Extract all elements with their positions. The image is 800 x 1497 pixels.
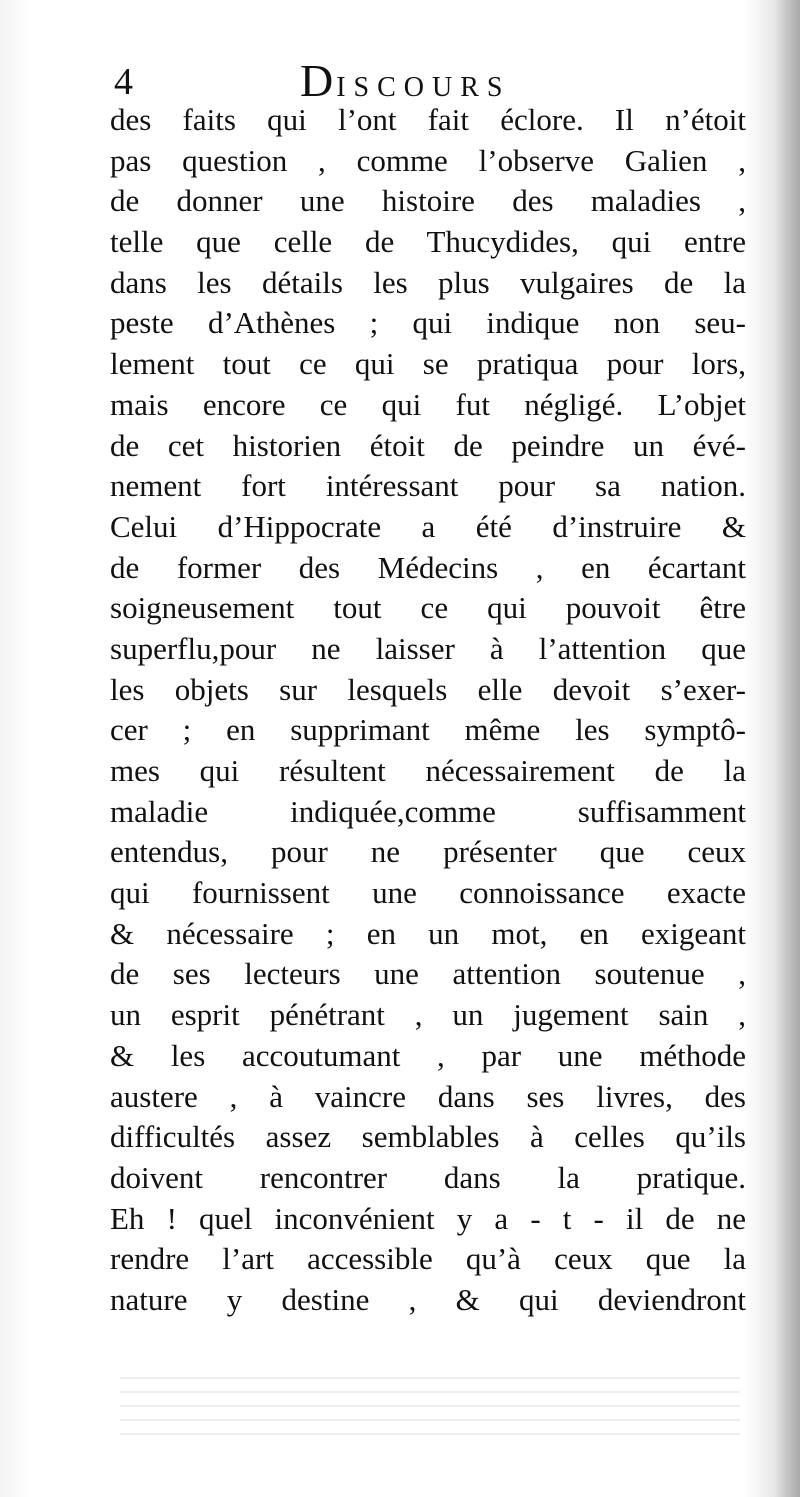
text-line: soigneusement tout ce qui pouvoit être [110, 590, 746, 626]
text-line: mais encore ce qui fut négligé. L’objet [110, 386, 746, 422]
text-line: mes qui résultent nécessairement de la [110, 753, 746, 788]
page-number: 4 [114, 61, 133, 103]
running-head-initial: D [300, 55, 337, 106]
page-edge-shadow [774, 0, 800, 1497]
page-header [114, 56, 754, 106]
text-line: les objets sur lesquels elle devoit s’exer- [110, 671, 746, 707]
text-line: dans les détails les plus vulgaires de la [110, 264, 746, 300]
text-line: Celui d’Hippocrate a été d’instruire & [110, 508, 746, 544]
text-line: cer ; en supprimant même les symptô- [110, 712, 746, 748]
bleed-through-shadow [120, 1365, 740, 1435]
text-line: & nécessaire ; en un mot, en exigeant [110, 915, 746, 951]
text-line: austere , à vaincre dans ses livres, des [110, 1078, 746, 1114]
text-line: & les accoutumant , par une méthode [110, 1037, 746, 1073]
text-line: de ses lecteurs une attention soutenue , [110, 956, 746, 992]
text-line: peste d’Athènes ; qui indique non seu- [110, 305, 746, 341]
text-line: lement tout ce qui se pratiqua pour lors, [110, 346, 746, 382]
running-head-rest: ISCOURS [336, 72, 511, 103]
text-line: difficultés assez semblables à celles qu’ils [110, 1119, 746, 1155]
text-line: qui fournissent une connoissance exacte [110, 875, 746, 911]
text-line: de cet historien étoit de peindre un évé- [110, 427, 746, 463]
text-line: de former des Médecins , en écartant [110, 549, 746, 585]
text-line: superflu,pour ne laisser à l’attention que [110, 630, 746, 666]
text-line: pas question , comme l’observe Galien , [110, 142, 746, 178]
text-line: nature y destine , & qui deviendront [110, 1281, 746, 1317]
text-line: telle que celle de Thucydides, qui entre [110, 224, 746, 260]
text-line: rendre l’art accessible qu’à ceux que la [110, 1241, 746, 1277]
text-line: des faits qui l’ont fait éclore. Il n’étoit [110, 102, 746, 137]
text-line: nement fort intéressant pour sa nation. [110, 468, 746, 504]
text-line: entendus, pour ne présenter que ceux [110, 834, 746, 870]
text-line: Eh ! quel inconvénient y a - t - il de ne [110, 1200, 746, 1236]
text-line: un esprit pénétrant , un jugement sain , [110, 997, 746, 1033]
text-line: maladie indiquée,comme suffisamment [110, 793, 746, 829]
text-line: de donner une histoire des maladies , [110, 183, 746, 219]
text-line: doivent rencontrer dans la pratique. [110, 1159, 746, 1195]
body-text [110, 100, 746, 1321]
